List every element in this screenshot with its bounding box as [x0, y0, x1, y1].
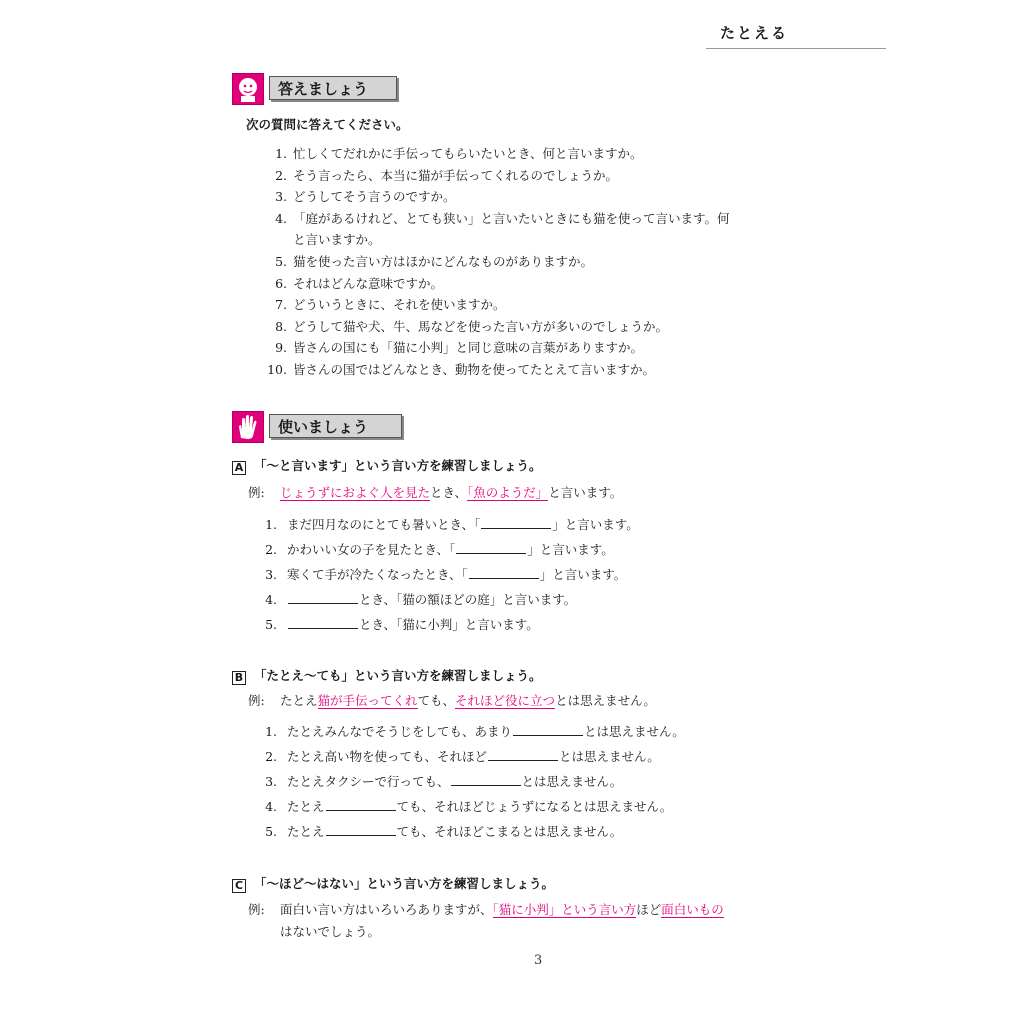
answer-blank: [456, 541, 526, 554]
exercise-number: 1.: [265, 724, 277, 739]
question-number: 7.: [275, 297, 287, 313]
question-text: 猫を使った言い方はほかにどんなものがありますか。: [293, 253, 594, 269]
example-label: 例:: [248, 902, 265, 917]
example-text: とは思えません。: [555, 693, 656, 708]
question-number: 3.: [275, 189, 287, 205]
exercise-text: ても、それほどじょうずになるとは思えません。: [396, 799, 673, 814]
exercise-number: 3.: [265, 567, 277, 582]
exercise-text: たとえ: [287, 824, 325, 839]
exercise-number: 2.: [265, 542, 277, 557]
answer-blank: [288, 616, 358, 629]
exercise-item: [257, 512, 639, 537]
exercise-item: [257, 744, 685, 769]
question-number: 9.: [275, 340, 287, 356]
example-a: [248, 482, 622, 504]
exercise-text: 」と言います。: [539, 567, 627, 582]
question-list: [257, 143, 730, 381]
instruction-answer: 次の質問に答えてください。: [246, 117, 409, 132]
answer-blank: [326, 798, 396, 811]
exercise-number: 4.: [265, 799, 277, 814]
instruction-b: [232, 666, 542, 685]
exercise-text: とは思えません。: [559, 749, 660, 764]
exercise-item: [257, 819, 685, 844]
instruction-c-text: 「〜ほど〜はない」という言い方を練習しましょう。: [254, 876, 555, 891]
answer-blank: [488, 748, 558, 761]
question-item-continuation: と言いますか。: [293, 232, 381, 248]
question-number: 8.: [275, 318, 287, 334]
example-text: とき、: [430, 485, 468, 500]
exercise-number: 3.: [265, 774, 277, 789]
exercise-text: とき、「猫の額ほどの庭」と言います。: [359, 592, 577, 607]
answer-blank: [469, 566, 539, 579]
letter-box-b: B: [232, 671, 246, 685]
example-highlight: じょうずにおよぐ人を見た: [280, 485, 431, 500]
exercise-text: たとえみんなでそうじをしても、あまり: [287, 724, 513, 739]
question-text: どうしてそう言うのですか。: [293, 189, 456, 205]
example-text: たとえ: [280, 693, 318, 708]
question-number: 5.: [275, 253, 287, 269]
question-item: [257, 251, 730, 273]
instruction-c: [232, 874, 554, 893]
example-highlight: 猫が手伝ってくれ: [317, 693, 418, 708]
question-text: どうして猫や犬、牛、馬などを使った言い方が多いのでしょうか。: [293, 318, 669, 334]
exercise-list-b: [257, 719, 685, 844]
question-number: 10.: [267, 361, 287, 377]
question-item: [257, 273, 730, 295]
exercise-text: 」と言います。: [527, 542, 614, 557]
exercise-number: 4.: [265, 592, 277, 607]
question-item: [257, 294, 730, 316]
example-label: 例:: [248, 693, 265, 708]
example-highlight: それほど役に立つ: [455, 693, 556, 708]
example-highlight: 「魚のようだ」: [467, 485, 549, 500]
instruction-a-text: 「〜と言います」という言い方を練習しましょう。: [254, 458, 542, 473]
question-item: [257, 165, 730, 187]
question-item: [257, 208, 730, 230]
exercise-item: [257, 587, 639, 612]
exercise-number: 5.: [265, 824, 277, 839]
example-text: ほど: [636, 902, 662, 917]
question-text: 「庭があるけれど、とても狭い」と言いたいときにも猫を使って言います。何: [293, 210, 730, 226]
example-text: と言います。: [548, 485, 623, 500]
exercise-text: たとえタクシーで行っても、: [287, 774, 450, 789]
letter-box-c: C: [232, 879, 246, 893]
exercise-item: [257, 794, 685, 819]
exercise-item: [257, 769, 685, 794]
exercise-item: [257, 537, 639, 562]
face-icon: [232, 73, 264, 105]
exercise-text: とは思えません。: [584, 724, 685, 739]
question-number: 6.: [275, 275, 287, 291]
instruction-a: [232, 456, 542, 475]
question-number: 2.: [275, 167, 287, 183]
question-text: それはどんな意味ですか。: [293, 275, 444, 291]
answer-blank: [288, 591, 358, 604]
exercise-text: とき、「猫に小判」と言います。: [359, 617, 539, 632]
question-text: 皆さんの国ではどんなとき、動物を使ってたとえて言いますか。: [293, 361, 656, 377]
section-title-use: 使いましょう: [269, 414, 402, 438]
question-item: [257, 316, 730, 338]
exercise-text: ても、それほどこまるとは思えません。: [396, 824, 623, 839]
example-c: [248, 899, 724, 943]
exercise-number: 5.: [265, 617, 277, 632]
page-number: 3: [534, 953, 543, 968]
question-item: [257, 143, 730, 165]
exercise-list-a: [257, 512, 639, 637]
example-text: ても、: [417, 693, 456, 708]
exercise-text: たとえ: [287, 799, 325, 814]
exercise-item: [257, 719, 685, 744]
exercise-item: [257, 562, 639, 587]
question-text: そう言ったら、本当に猫が手伝ってくれるのでしょうか。: [293, 167, 619, 183]
exercise-text: 寒くて手が冷たくなったとき、「: [287, 567, 468, 582]
answer-blank: [513, 723, 583, 736]
instruction-b-text: 「たとえ〜ても」という言い方を練習しましょう。: [254, 668, 542, 683]
example-b: [248, 690, 656, 712]
exercise-text: まだ四月なのにとても暑いとき、「: [287, 517, 481, 532]
exercise-item: [257, 612, 639, 637]
exercise-text: 」と言います。: [552, 517, 639, 532]
exercise-number: 2.: [265, 749, 277, 764]
example-text: はないでしょう。: [280, 924, 381, 939]
running-head: たとえる: [706, 22, 886, 49]
question-item: [257, 359, 730, 381]
example-label: 例:: [248, 485, 265, 500]
question-text: 忙しくてだれかに手伝ってもらいたいとき、何と言いますか。: [293, 146, 643, 161]
question-item: [257, 186, 730, 208]
question-text: どういうときに、それを使いますか。: [293, 297, 506, 313]
question-number: 1.: [275, 146, 287, 161]
example-text: 面白い言い方はいろいろありますが、: [280, 902, 493, 917]
hand-icon: [232, 411, 264, 443]
question-item: [257, 337, 730, 359]
exercise-text: かわいい女の子を見たとき、「: [287, 542, 456, 557]
letter-box-a: A: [232, 461, 246, 475]
answer-blank: [326, 823, 396, 836]
question-text: 皆さんの国にも「猫に小判」と同じ意味の言葉がありますか。: [293, 340, 644, 356]
example-highlight: 「猫に小判」という言い方: [492, 902, 637, 917]
question-number: 4.: [275, 210, 287, 226]
exercise-text: たとえ高い物を使っても、それほど: [287, 749, 488, 764]
example-highlight: 面白いもの: [661, 902, 724, 917]
answer-blank: [451, 773, 521, 786]
answer-blank: [481, 516, 551, 529]
exercise-text: とは思えません。: [521, 774, 623, 789]
exercise-number: 1.: [265, 517, 277, 532]
section-title-answer: 答えましょう: [269, 76, 397, 100]
